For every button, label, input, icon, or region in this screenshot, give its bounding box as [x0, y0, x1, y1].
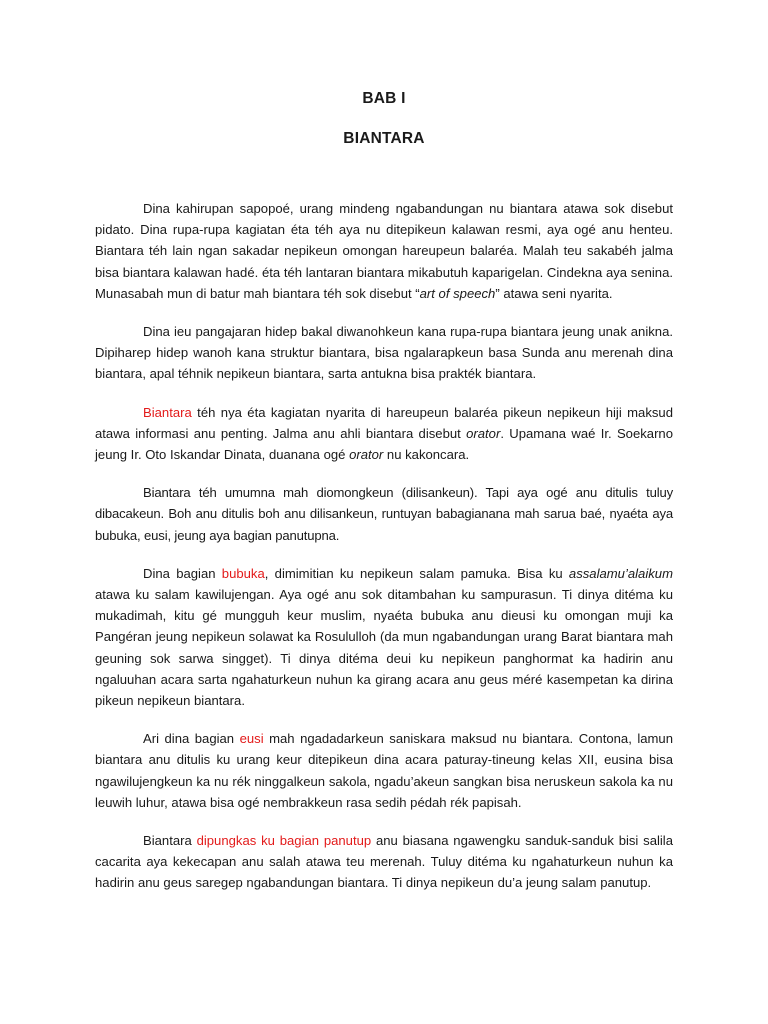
- highlight-term: dipungkas ku bagian panutup: [196, 833, 372, 849]
- paragraph-structure: Biantara téh umumna mah diomongkeun (dilisankeun). Tapi aya ogé anu ditulis tuluy dibacakeun. Boh anu ditulis boh anu dilisankeun, runtuyan babagianana mah sarua baé, nyaéta aya bubuka, eusi, jeung aya bagian panutupna.: [95, 485, 673, 543]
- highlight-term: eusi: [239, 731, 264, 747]
- italic-term: assalamu’alaikum: [568, 565, 673, 581]
- page-title: BIANTARA: [343, 130, 425, 147]
- paragraph-text: Biantara: [143, 833, 197, 849]
- paragraph-text: mah ngadadarkeun saniskara maksud nu biantara. Contona, lamun biantara anu ditulis ku urang keur ditepikeun dina acara paturay-tineung kelas XII, eusina bisa ngawilujengkeun ka nu rék ninggalkeun sakola, ngadu’akeun sangkan bisa neruskeun sakola ka nu leuwih luhur, atawa bisa ogé nembrakkeun rasa sedih pédah rék papisah.: [95, 731, 673, 810]
- highlight-term: bubuka: [221, 565, 265, 581]
- paragraph-text: Ari dina bagian: [143, 731, 240, 747]
- paragraph-bubuka: [95, 563, 673, 711]
- highlight-term: Biantara: [143, 404, 192, 420]
- paragraph-text: téh nya éta kagiatan nyarita di hareupeun balaréa pikeun nepikeun hiji maksud atawa informasi anu penting. Jalma anu ahli biantara disebut: [95, 404, 673, 441]
- paragraph-panutup: [95, 830, 673, 894]
- paragraph-intro: [95, 198, 673, 304]
- chapter-heading: BAB I: [362, 90, 406, 107]
- body-text: [95, 198, 673, 911]
- paragraph-text: nu kakoncara.: [383, 447, 470, 463]
- italic-term: orator: [466, 425, 501, 441]
- paragraph-text: . Upamana waé Ir. Soekarno jeung Ir. Oto Iskandar Dinata, duanana ogé: [95, 425, 673, 463]
- italic-term: orator: [349, 447, 384, 463]
- paragraph-text: , dimimitian ku nepikeun salam pamuka. Bisa ku: [264, 565, 569, 581]
- paragraph-definition: [95, 402, 673, 466]
- paragraph-text: Dina bagian: [143, 565, 222, 581]
- paragraph-text: atawa ku salam kawilujengan. Aya ogé anu sok ditambahan ku sampurasun. Ti dinya ditéma ku mukadimah, kitu gé mungguh keur muslim, nyaéta bubuka anu dieusi ku omongan muji ka Pangéran jeung nepikeun solawat ka Rosululloh (da mun ngabandungan urang Barat biantara mah geuning sok sarwa singget). Ti dinya ditéma deui ku nepikeun panghormat ka hadirin anu ngaluuhan acara sarta ngahaturkeun nuhun ka girang acara anu geus méré kasempetan ka dirina pikeun nepikeun biantara.: [95, 587, 673, 709]
- italic-term: art of speech: [419, 285, 496, 301]
- paragraph-eusi: [95, 728, 673, 813]
- paragraph-text: Dina kahirupan sapopoé, urang mindeng ngabandungan nu biantara atawa sok disebut pidato. Dina rupa-rupa kagiatan éta téh aya nu ditepikeun kalawan resmi, aya ogé anu henteu. Biantara téh lain ngan sakadar nepikeun omongan hareupeun balaréa. Malah teu sakabéh jalma bisa biantara kalawan hadé. éta téh lantaran biantara mikabutuh kaparigelan. Cindekna aya senina. Munasabah mun di batur mah biantara téh sok disebut “: [95, 201, 673, 301]
- paragraph-text: ” atawa seni nyarita.: [495, 285, 613, 301]
- paragraph-text: anu biasana ngawengku sanduk-sanduk bisi salila cacarita aya kekecapan anu salah atawa teu merenah. Tuluy ditéma ku ngahaturkeun nuhun ka hadirin anu geus saregep ngabandungan biantara. Ti dinya nepikeun du’a jeung salam panutup.: [95, 833, 673, 891]
- paragraph-lesson-goals: Dina ieu pangajaran hidep bakal diwanohkeun kana rupa-rupa biantara jeung unak anikna. Dipiharep hidep wanoh kana struktur biantara, bisa ngalarapkeun basa Sunda anu merenah dina biantara, apal téhnik nepikeun biantara, sarta antukna bisa prakték biantara.: [95, 324, 673, 382]
